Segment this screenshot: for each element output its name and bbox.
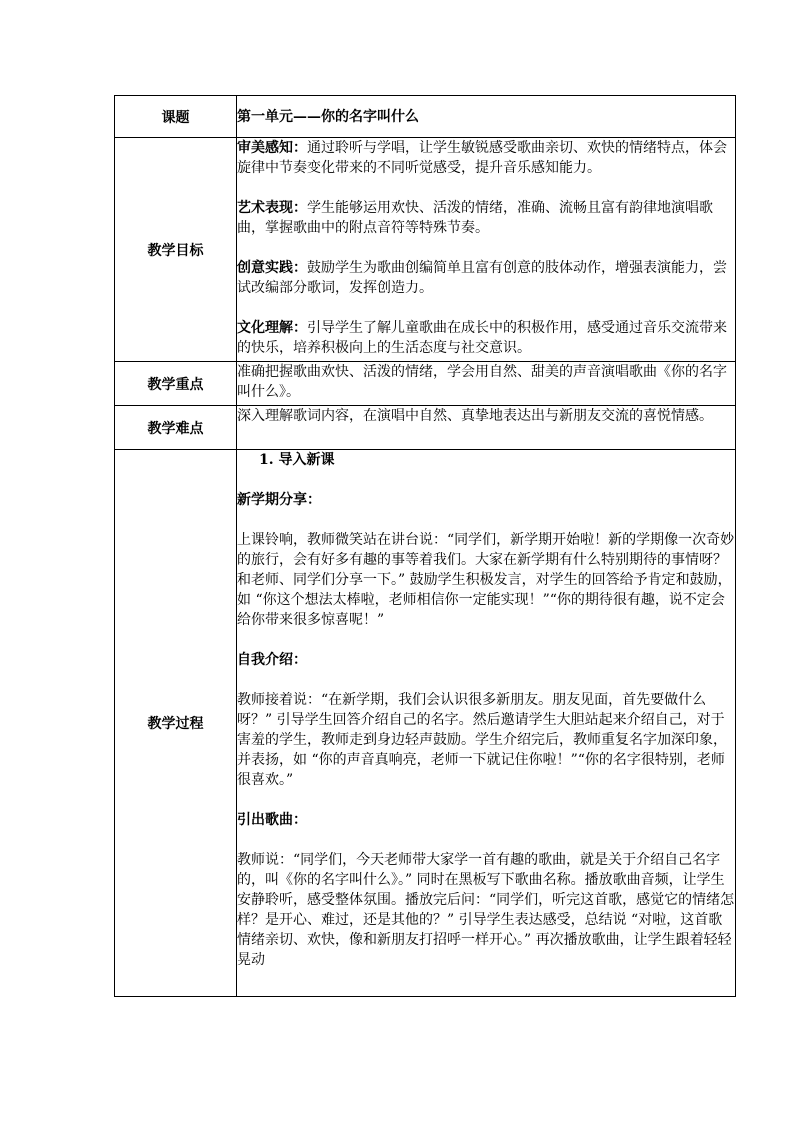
section-head-intro: 自我介绍： bbox=[237, 652, 307, 668]
label-title: 课题 bbox=[115, 96, 237, 138]
value-goals bbox=[237, 138, 736, 362]
value-difficulty: 深入理解歌词内容，在演唱中自然、真挚地表达出与新朋友交流的喜悦情感。 bbox=[237, 406, 736, 450]
section-text-song: 教师说：“同学们，今天老师带大家学一首有趣的歌曲，就是关于介绍自己名字的，叫《你的名字叫什么》。” 同时在黑板写下歌曲名称。播放歌曲音频，让学生安静聆听，感受整体氛围。播放完后问：“同学们，听完这首歌，感觉它的情绪怎样？是开心、难过，还是其他的？” 引导学生表达感受，总结说 “对啦，这首歌情绪亲切、欢快，像和新朋友打招呼一样开心。” 再次播放歌曲，让学生跟着轻轻晃动 bbox=[237, 852, 735, 968]
label-goals: 教学目标 bbox=[115, 138, 237, 362]
goal-culture: 文化理解：引导学生了解儿童歌曲在成长中的积极作用，感受通过音乐交流带来的快乐，培养积极向上的生活态度与社交意识。 bbox=[237, 320, 727, 356]
row-goals bbox=[115, 138, 736, 362]
label-process: 教学过程 bbox=[115, 450, 237, 997]
goal-creative: 创意实践：鼓励学生为歌曲创编简单且富有创意的肢体动作，增强表演能力，尝试改编部分歌词，发挥创造力。 bbox=[237, 260, 727, 296]
row-process bbox=[115, 450, 736, 997]
row-title bbox=[115, 96, 736, 138]
goal-aesthetic: 审美感知：通过聆听与学唱，让学生敏锐感受歌曲亲切、欢快的情绪特点，体会旋律中节奏变化带来的不同听觉感受，提升音乐感知能力。 bbox=[237, 140, 727, 176]
section-head-song: 引出歌曲： bbox=[237, 812, 307, 828]
section-text-intro: 教师接着说：“在新学期，我们会认识很多新朋友。朋友见面，首先要做什么呀？” 引导学生回答介绍自己的名字。然后邀请学生大胆站起来介绍自己，对于害羞的学生，教师走到身边轻声鼓励。学生介绍完后，教师重复名字加深印象，并表扬，如 “你的声音真响亮，老师一下就记住你啦！”“你的名字很特别，老师很喜欢。” bbox=[237, 692, 727, 788]
row-key-point bbox=[115, 362, 736, 406]
lesson-title: 第一单元——你的名字叫什么 bbox=[237, 108, 419, 125]
label-difficulty: 教学难点 bbox=[115, 406, 237, 450]
row-difficulty bbox=[115, 406, 736, 450]
value-process bbox=[237, 450, 736, 997]
goal-expression: 艺术表现：学生能够运用欢快、活泼的情绪，准确、流畅且富有韵律地演唱歌曲，掌握歌曲中的附点音符等特殊节奏。 bbox=[237, 200, 713, 236]
process-heading: 1. 导入新课 bbox=[259, 452, 335, 468]
value-title bbox=[237, 96, 736, 138]
label-key-point: 教学重点 bbox=[115, 362, 237, 406]
section-head-share: 新学期分享： bbox=[237, 492, 321, 508]
lesson-plan-table bbox=[114, 95, 736, 997]
section-text-share: 上课铃响，教师微笑站在讲台说：“同学们，新学期开始啦！新的学期像一次奇妙的旅行，会有好多有趣的事等着我们。大家在新学期有什么特别期待的事情呀？和老师、同学们分享一下。” 鼓励学生积极发言，对学生的回答给予肯定和鼓励，如 “你这个想法太棒啦，老师相信你一定能实现！”“你的期待很有趣，说不定会给你带来很多惊喜呢！” bbox=[237, 532, 735, 628]
value-key-point: 准确把握歌曲欢快、活泼的情绪，学会用自然、甜美的声音演唱歌曲《你的名字叫什么》。 bbox=[237, 362, 736, 406]
